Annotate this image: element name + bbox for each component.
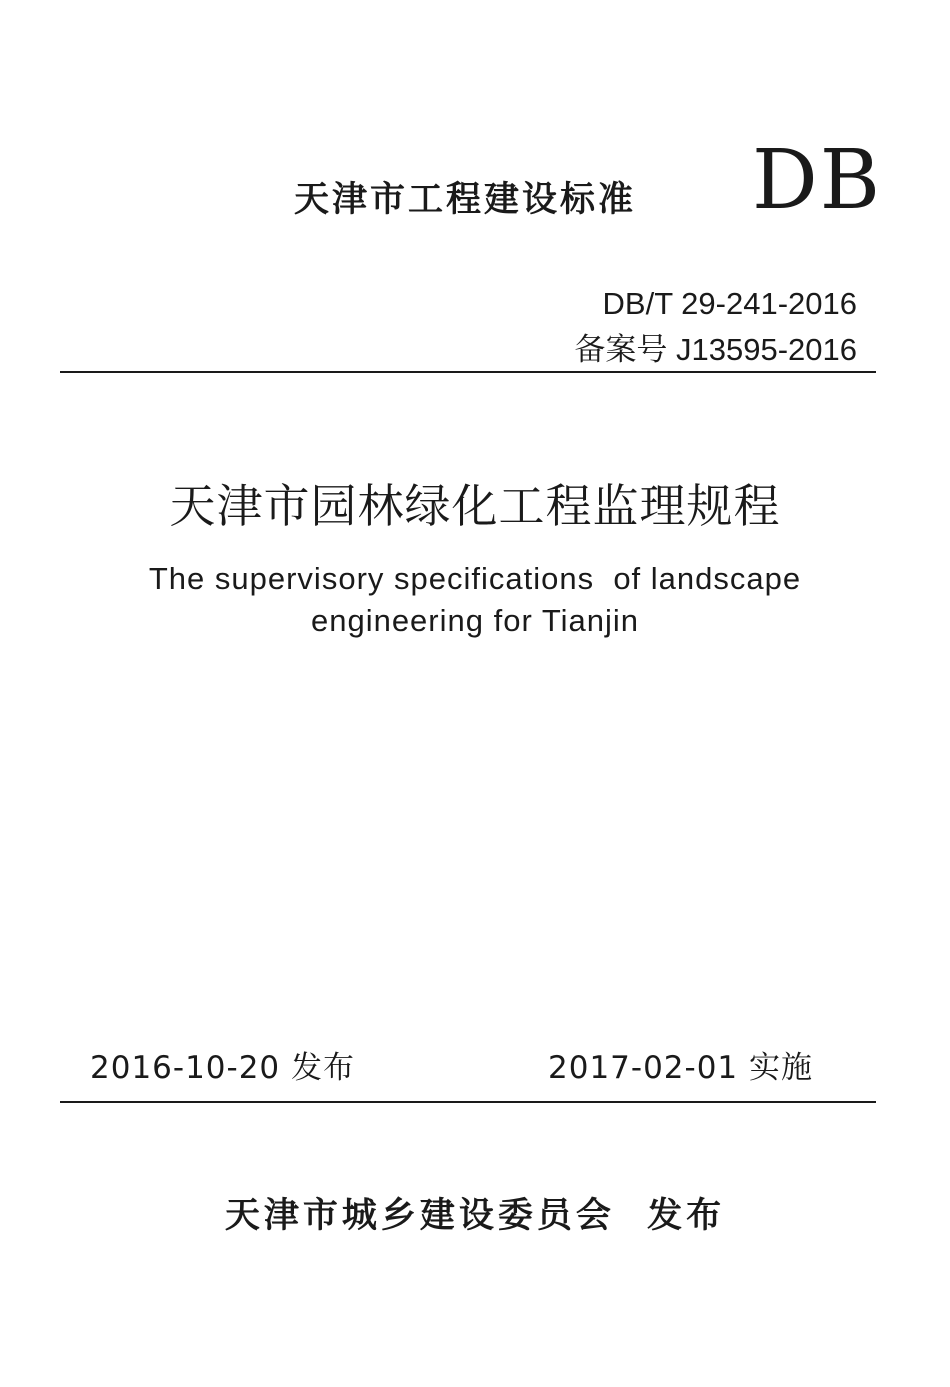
standard-number: DB/T 29-241-2016 [602,286,857,321]
standard-type: 天津市工程建设标准 [294,180,637,220]
db-mark: DB [752,133,883,228]
implementation-date: 2017-02-01 实施 [548,1050,814,1086]
title-en-line-2: engineering for Tianjin [310,603,640,638]
document-title-english [0,558,950,642]
title-en-line-1: The supervisory specifications of landscape [148,561,802,596]
publisher: 天津市城乡建设委员会 发布 [224,1196,726,1236]
issue-date: 2016-10-20 发布 [90,1050,356,1086]
bottom-divider [60,1101,876,1103]
record-number: 备案号 J13595-2016 [574,332,857,367]
document-title-chinese: 天津市园林绿化工程监理规程 [169,479,781,533]
top-divider [60,371,876,373]
